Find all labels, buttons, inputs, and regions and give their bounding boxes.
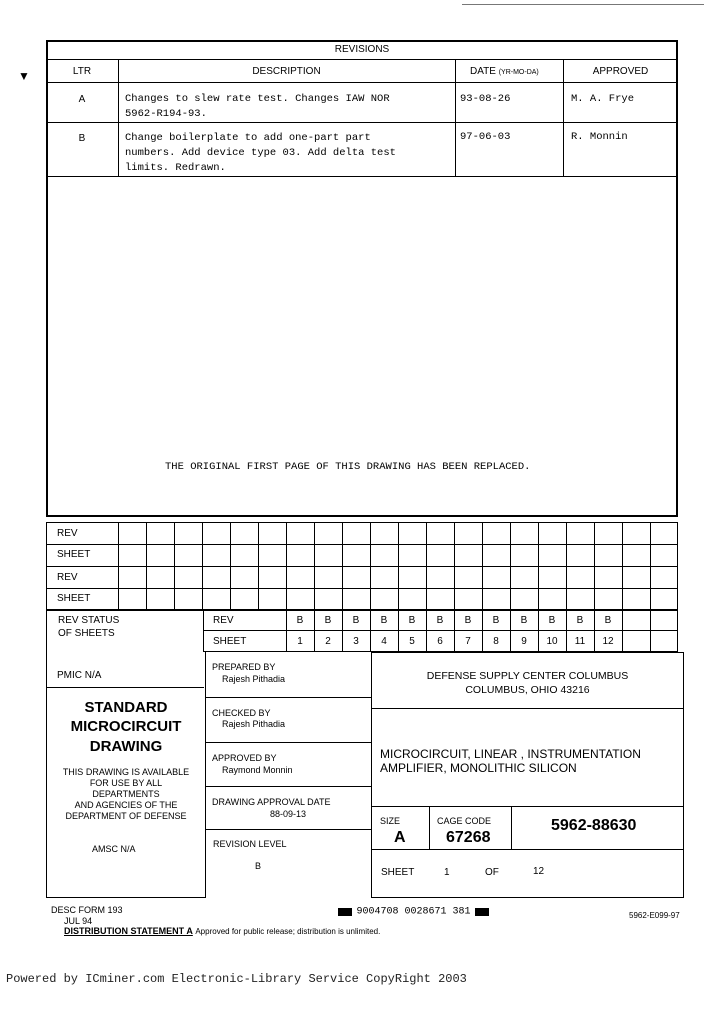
revision-level-label: REVISION LEVEL (213, 839, 287, 849)
rev-status-label: OF SHEETS (58, 628, 115, 639)
form-date: JUL 94 (64, 916, 93, 926)
status-sheet-cell: 5 (409, 636, 415, 647)
drawing-number: 5962-88630 (551, 817, 637, 834)
approved-by-name: Raymond Monnin (222, 765, 293, 775)
grid-rev-label: REV (57, 528, 78, 539)
grid-sheet-label: SHEET (57, 549, 91, 560)
checked-by-label: CHECKED BY (212, 708, 271, 718)
status-rev-cell: B (352, 615, 360, 626)
barcode-text: 9004708 0028671 381 (356, 906, 471, 918)
revision-date: 93-08-26 (460, 93, 511, 105)
barcode-block-icon (475, 908, 489, 916)
approved-header: APPROVED (592, 66, 649, 77)
grid-column-line (566, 522, 567, 610)
size-label: SIZE (380, 816, 401, 826)
status-rev-cell: B (380, 615, 388, 626)
cage-code-value: 67268 (446, 829, 491, 846)
amsc-label: AMSC N/A (92, 844, 136, 854)
grid-rev-label: REV (57, 572, 78, 583)
grid-column-line (426, 522, 427, 610)
grid-column-line (118, 522, 119, 610)
top-scan-line (462, 4, 704, 5)
standard-title: MICROCIRCUIT (70, 718, 182, 735)
status-rev-cell: B (408, 615, 416, 626)
status-rev-cell: B (604, 615, 612, 626)
grid-column-line (230, 522, 231, 610)
grid-column-line (174, 522, 175, 610)
status-sheet-cell: 9 (521, 636, 527, 647)
revision-approver: R. Monnin (571, 131, 628, 143)
standard-title: DRAWING (89, 738, 163, 755)
prepared-by-name: Rajesh Pithadia (222, 674, 286, 684)
revisions-title: REVISIONS (334, 44, 390, 55)
status-sheet-cell: 8 (493, 636, 499, 647)
status-sheet-cell: 2 (325, 636, 331, 647)
grid-column-line (342, 522, 343, 610)
status-sheet-cell: 7 (465, 636, 471, 647)
approval-date-value: 88-09-13 (270, 809, 307, 819)
approval-date-label: DRAWING APPROVAL DATE (212, 797, 331, 807)
grid-column-line (398, 522, 399, 610)
status-column-line (622, 610, 623, 652)
prepared-by-label: PREPARED BY (212, 662, 276, 672)
margin-mark: ▼ (18, 69, 30, 83)
pmic-label: PMIC N/A (57, 670, 102, 681)
ltr-header: LTR (72, 66, 92, 77)
status-sheet-cell: 11 (574, 636, 586, 647)
document-code: 5962-E099-97 (629, 911, 680, 920)
grid-column-line (370, 522, 371, 610)
grid-column-line (538, 522, 539, 610)
form-number: DESC FORM 193 (51, 905, 123, 915)
revision-desc-line: Change boilerplate to add one-part part (125, 132, 371, 144)
revision-level-value: B (255, 861, 262, 871)
status-sheet-cell: 12 (602, 636, 614, 647)
rev-status-label: REV STATUS (58, 615, 120, 626)
status-rev-cell: B (576, 615, 584, 626)
grid-column-line (146, 522, 147, 610)
size-value: A (394, 829, 406, 846)
status-sheet-cell: 6 (437, 636, 443, 647)
status-sheet-cell: 3 (353, 636, 359, 647)
status-rev-label: REV (213, 615, 234, 626)
status-sheet-cell: 1 (297, 636, 303, 647)
cage-code-label: CAGE CODE (437, 816, 492, 826)
revision-ltr: A (78, 94, 86, 105)
sheet-number: 1 (444, 867, 450, 878)
grid-sheet-label: SHEET (57, 593, 91, 604)
agency-name: DEFENSE SUPPLY CENTER COLUMBUS (426, 670, 629, 682)
revision-approver: M. A. Frye (571, 93, 635, 105)
status-sheet-cell: 4 (381, 636, 387, 647)
sheet-of: OF (485, 867, 499, 878)
status-rev-cell: B (464, 615, 472, 626)
revision-desc-line: 5962-R194-93. (125, 108, 207, 120)
grid-column-line (510, 522, 511, 610)
status-rev-cell: B (296, 615, 304, 626)
grid-column-line (454, 522, 455, 610)
status-sheet-label: SHEET (213, 636, 247, 647)
replaced-notice: THE ORIGINAL FIRST PAGE OF THIS DRAWING HAS BEEN REPLACED. (165, 461, 531, 473)
status-rev-cell: B (548, 615, 556, 626)
revision-desc-line: Changes to slew rate test. Changes IAW NOR (125, 93, 390, 105)
standard-title: STANDARD (84, 699, 168, 716)
revision-date: 97-06-03 (460, 131, 511, 143)
revision-desc-line: limits. Redrawn. (125, 162, 226, 174)
powered-by-banner: Powered by ICminer.com Electronic-Library Service CopyRight 2003 (6, 972, 467, 986)
barcode-strip (338, 903, 489, 921)
status-rev-cell: B (324, 615, 332, 626)
checked-by-name: Rajesh Pithadia (222, 719, 286, 729)
grid-column-line (650, 522, 651, 610)
sheet-total: 12 (533, 866, 545, 877)
grid-column-line (314, 522, 315, 610)
barcode-block-icon (338, 908, 352, 916)
status-column-line (650, 610, 651, 652)
grid-column-line (482, 522, 483, 610)
drawing-title: AMPLIFIER, MONOLITHIC SILICON (380, 761, 577, 775)
grid-column-line (258, 522, 259, 610)
grid-column-line (622, 522, 623, 610)
date-header: DATE (YR-MO-DA) (470, 66, 539, 77)
grid-column-line (594, 522, 595, 610)
distribution-statement: DISTRIBUTION STATEMENT A Approved for public release; distribution is unlimited. (64, 926, 381, 936)
grid-column-line (202, 522, 203, 610)
description-header: DESCRIPTION (252, 66, 321, 77)
revision-desc-line: numbers. Add device type 03. Add delta test (125, 147, 396, 159)
drawing-title: MICROCIRCUIT, LINEAR , INSTRUMENTATION (380, 747, 641, 761)
status-sheet-cell: 10 (546, 636, 558, 647)
approved-by-label: APPROVED BY (212, 753, 277, 763)
revision-ltr: B (78, 133, 86, 144)
status-rev-cell: B (492, 615, 500, 626)
status-rev-cell: B (520, 615, 528, 626)
sheet-label: SHEET (381, 867, 415, 878)
grid-column-line (286, 522, 287, 610)
agency-address: COLUMBUS, OHIO 43216 (465, 684, 590, 696)
status-rev-cell: B (436, 615, 444, 626)
